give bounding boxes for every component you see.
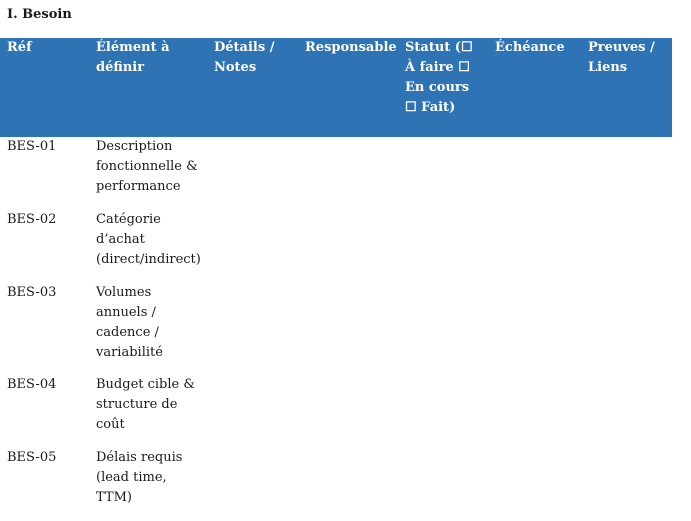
cell-statut[interactable] xyxy=(398,283,488,375)
column-header-element: Élément à définir xyxy=(96,40,170,75)
cell-preuves[interactable] xyxy=(581,210,672,283)
cell-echeance[interactable] xyxy=(488,137,581,210)
cell-preuves[interactable] xyxy=(581,137,672,210)
checklist-table xyxy=(0,38,672,521)
cell-preuves[interactable] xyxy=(581,375,672,448)
cell-ref: BES-03 xyxy=(7,285,57,300)
cell-details[interactable] xyxy=(207,375,298,448)
cell-responsable[interactable] xyxy=(298,210,398,283)
cell-element: Budget cible & structure de coût xyxy=(96,377,195,432)
cell-details[interactable] xyxy=(207,137,298,210)
cell-statut[interactable] xyxy=(398,137,488,210)
cell-ref: BES-04 xyxy=(7,377,57,392)
cell-responsable[interactable] xyxy=(298,283,398,375)
cell-preuves[interactable] xyxy=(581,283,672,375)
column-header-statut: Statut (☐ À faire ☐ En cours ☐ Fait) xyxy=(405,40,473,115)
cell-element: Volumes annuels / cadence / variabilité xyxy=(96,285,163,360)
column-header-preuves: Preuves / Liens xyxy=(588,40,655,75)
cell-ref: BES-01 xyxy=(7,139,57,154)
cell-responsable[interactable] xyxy=(298,375,398,448)
cell-element: Délais requis (lead time, TTM) xyxy=(96,450,183,505)
table-row xyxy=(0,137,672,210)
cell-statut[interactable] xyxy=(398,375,488,448)
table-row xyxy=(0,448,672,521)
cell-ref: BES-05 xyxy=(7,450,57,465)
cell-echeance[interactable] xyxy=(488,448,581,521)
cell-details[interactable] xyxy=(207,210,298,283)
table-row xyxy=(0,375,672,448)
cell-responsable[interactable] xyxy=(298,448,398,521)
cell-preuves[interactable] xyxy=(581,448,672,521)
column-header-responsable: Responsable xyxy=(305,40,397,55)
table-row xyxy=(0,283,672,375)
table-row xyxy=(0,210,672,283)
section-title: I. Besoin xyxy=(7,7,72,22)
cell-element: Description fonctionnelle & performance xyxy=(96,139,198,194)
cell-statut[interactable] xyxy=(398,210,488,283)
cell-statut[interactable] xyxy=(398,448,488,521)
cell-echeance[interactable] xyxy=(488,210,581,283)
column-header-details: Détails / Notes xyxy=(214,40,275,75)
cell-details[interactable] xyxy=(207,283,298,375)
cell-details[interactable] xyxy=(207,448,298,521)
column-header-ref: Réf xyxy=(7,40,32,55)
cell-element: Catégorie d’achat (direct/indirect) xyxy=(96,212,201,267)
cell-responsable[interactable] xyxy=(298,137,398,210)
cell-ref: BES-02 xyxy=(7,212,57,227)
cell-echeance[interactable] xyxy=(488,283,581,375)
table-header-row xyxy=(0,38,672,137)
cell-echeance[interactable] xyxy=(488,375,581,448)
column-header-echeance: Échéance xyxy=(495,40,565,55)
